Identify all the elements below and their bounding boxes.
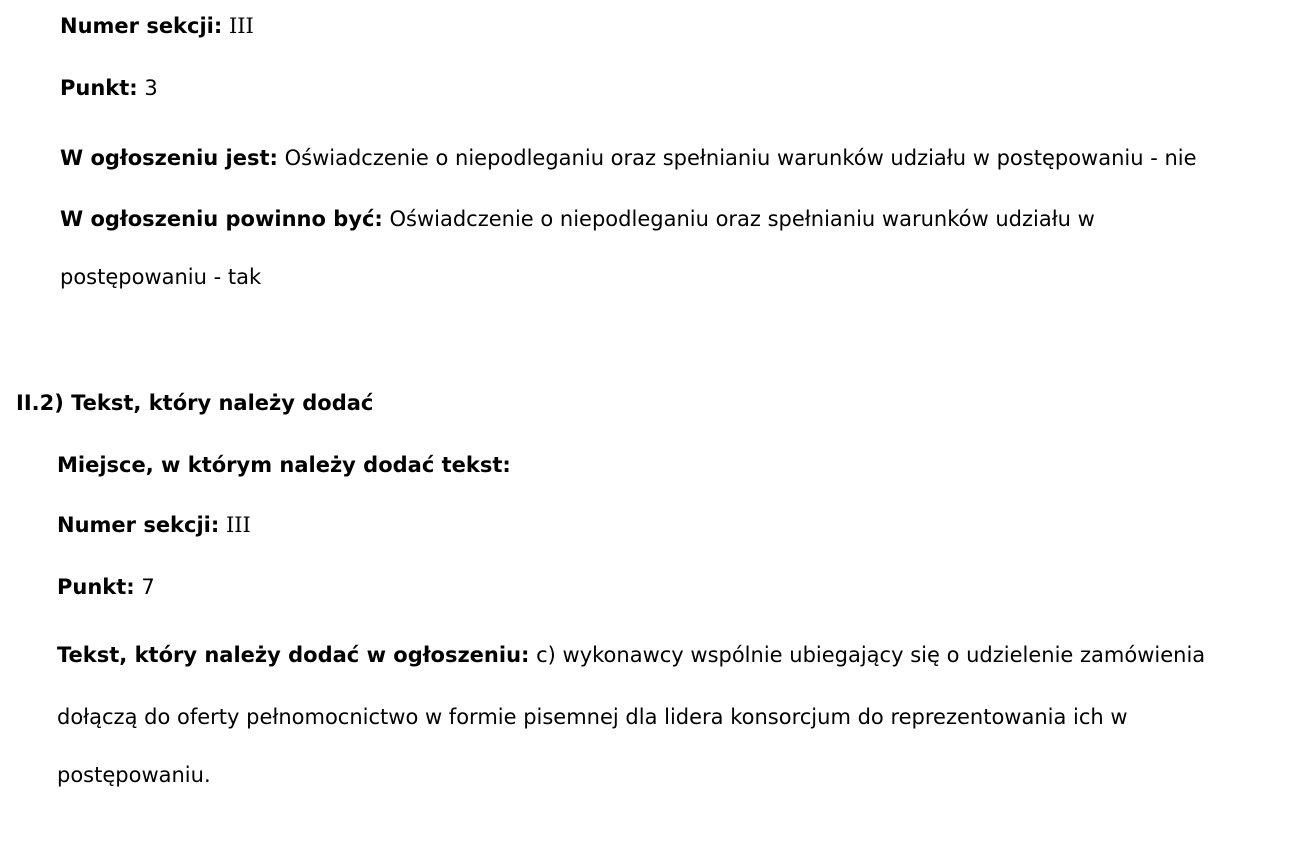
announcement-should-value-line2: postępowaniu - tak (60, 265, 262, 289)
text-to-add-value-line3: postępowaniu. (57, 763, 211, 787)
text-to-add-continuation-2 (57, 761, 211, 789)
point-label: Punkt: (60, 76, 138, 100)
announcement-should-continuation (60, 263, 261, 291)
section-number-label: Numer sekcji: (60, 14, 223, 38)
section-number-label: Numer sekcji: (57, 513, 220, 537)
announcement-should-label: W ogłoszeniu powinno być: (60, 207, 383, 231)
point-value: 7 (141, 575, 155, 599)
section-number-value: III (225, 513, 251, 537)
text-to-add-row (57, 641, 1205, 669)
text-to-add-continuation-1 (57, 703, 1128, 731)
section-number-row-2 (57, 511, 251, 539)
text-to-add-label: Tekst, który należy dodać w ogłoszeniu: (57, 643, 530, 667)
section-heading-text-to-add: II.2) Tekst, który należy dodać (16, 391, 374, 415)
point-value: 3 (144, 76, 158, 100)
announcement-is-value: Oświadczenie o niepodleganiu oraz spełnianiu warunków udziału w postępowaniu - nie (284, 146, 1197, 170)
point-row-2 (57, 573, 155, 601)
section-number-row-1 (60, 12, 254, 40)
announcement-is-label: W ogłoszeniu jest: (60, 146, 278, 170)
announcement-should-value-line1: Oświadczenie o niepodleganiu oraz spełnianiu warunków udziału w (389, 207, 1095, 231)
announcement-is-row (60, 144, 1197, 172)
point-row-1 (60, 74, 158, 102)
point-label: Punkt: (57, 575, 135, 599)
announcement-should-row (60, 205, 1095, 233)
section-number-value: III (228, 14, 254, 38)
place-to-add-heading: Miejsce, w którym należy dodać tekst: (57, 453, 511, 477)
text-to-add-value-line1: c) wykonawcy wspólnie ubiegający się o udzielenie zamówienia (536, 643, 1206, 667)
text-to-add-value-line2: dołączą do oferty pełnomocnictwo w formie pisemnej dla lidera konsorcjum do reprezentowania ich w (57, 705, 1128, 729)
